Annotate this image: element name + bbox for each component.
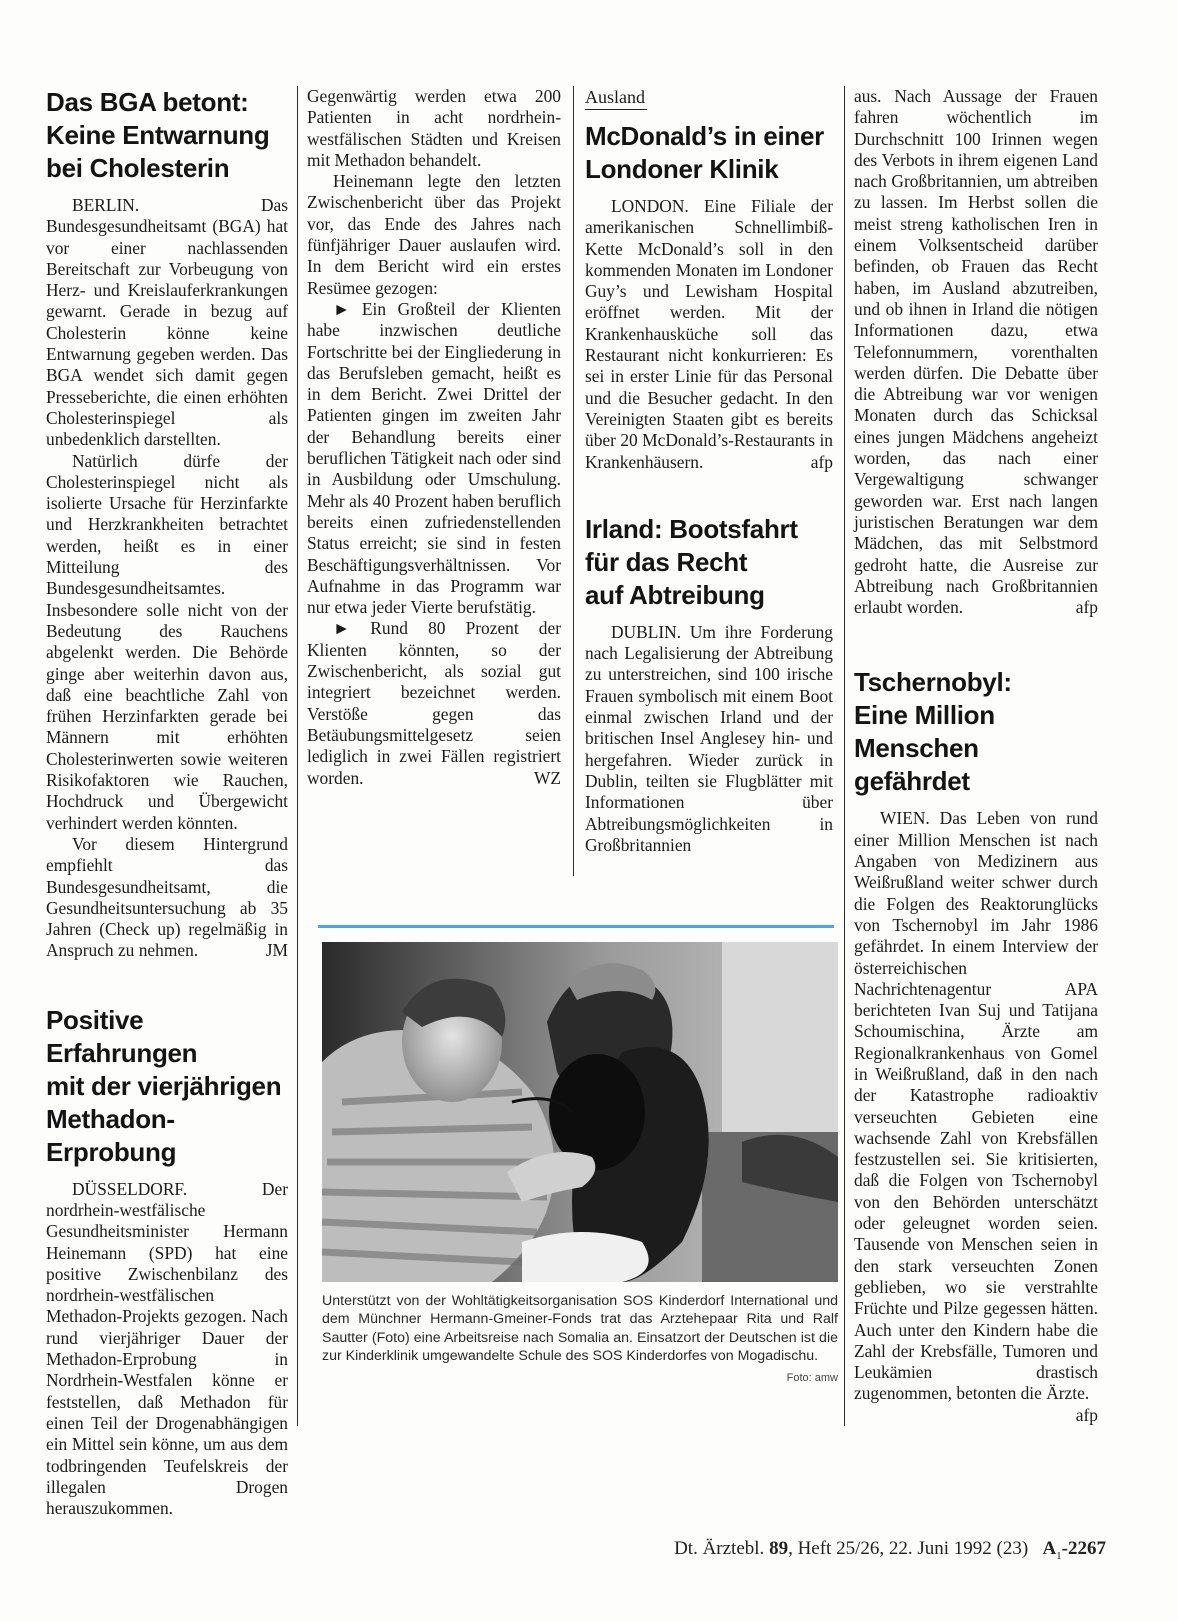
headline-methadon (46, 1004, 288, 1169)
column-rule (844, 86, 845, 1426)
column-4 (854, 86, 1098, 1439)
section-kicker: Ausland (585, 86, 647, 110)
paragraph: BERLIN. Das Bundesgesundheitsamt (BGA) hat vor einer nachlassenden Bereitschaft zur Vorbeugung von Herz- und Kreislauferkrankungen gewarnt. Gerade in bezug auf Cholesterin könne keine Entwarnung gegeben werden. Das BGA wendet sich damit gegen Presseberichte, die einen erhöhten Cholesterinspiegel als unbedenklich darstellten. (46, 195, 288, 450)
paragraph: DUBLIN. Um ihre Forderung nach Legalisierung der Abtreibung zu unterstreichen, sind 100 irische Frauen symbolisch mit einem Boot einmal zwischen Irland und der britischen Insel Anglesey hin- und hergefahren. Wieder zurück in Dublin, teilten sie Flugblätter mit Informationen über Abtreibungsmöglichkeiten in Großbritannien (585, 621, 833, 855)
paragraph-text: aus. Nach Aussage der Frauen fahren wöchentlich im Durchschnitt 100 Irinnen wegen des Verbots in ihrem eigenen Land nach Großbritannien, um abtreiben zu lassen. Im Herbst sollen die meist streng katholischen Iren in einem Volksentscheid darüber befinden, ob Frauen das Recht haben, im Ausland abzutreiben, und ob ihnen in Irland die nötigen Informationen dazu, etwa Telefonnummern, vorenthalten werden dürfen. Die Debatte über die Abtreibung war vor wenigen Monaten durch das Schicksal eines jungen Mädchens angeheizt worden, das nach einer Vergewaltigung schwanger geworden war. Erst nach langen juristischen Beratungen war dem Mädchen, das mit Selbstmord gedroht hatte, die Ausreise zur Abtreibung nach Großbritannien erlaubt worden. (854, 86, 1098, 618)
paragraph (307, 618, 561, 788)
byline: JM (265, 940, 288, 961)
headline-line: Das BGA betont: (46, 87, 249, 117)
headline-line: Irland: Bootsfahrt (585, 513, 798, 544)
paragraph (46, 834, 288, 962)
headline-line: für das Recht (585, 546, 748, 577)
photo-caption (322, 1292, 838, 1387)
article-irland (585, 513, 833, 856)
headline-line: auf Abtreibung (585, 579, 765, 610)
article-irland-continued (854, 86, 1098, 618)
paragraph-text: LONDON. Eine Filiale der amerikanischen Schnellimbiß-Kette McDonald’s soll in den kommenden Monaten im Londoner Guy’s und Lewisham Hospital eröffnet werden. Mit der Krankenhausküche soll das Restaurant nicht konkurrieren: Es sei in erster Linie für das Personal und die Besucher gedacht. In den Vereinigten Staaten gibt es bereits über 20 McDonald’s-Restaurants in Krankenhäusern. (585, 196, 833, 472)
headline-tschernobyl (854, 666, 1098, 798)
headline-line: Methadon-Erprobung (46, 1103, 177, 1167)
headline-line: bei Cholesterin (46, 153, 230, 183)
headline-line: Londoner Klinik (585, 154, 779, 184)
paragraph: Gegenwärtig werden etwa 200 Patienten in acht nordrhein-westfälischen Städten und Kreisen mit Methadon behandelt. (307, 86, 561, 170)
paragraph-text: ► Rund 80 Prozent der Klienten könnten, so der Zwischenbericht, als sozial gut integriert bezeichnet werden. Verstöße gegen das Betäubungsmittelgesetz seien lediglich in zwei Fällen registriert worden. (307, 618, 561, 788)
headline-line: Positive Erfahrungen (46, 1004, 198, 1068)
paragraph (854, 86, 1098, 618)
paragraph: DÜSSELDORF. Der nordrhein-westfälische Gesundheitsminister Hermann Heinemann (SPD) hat eine positive Zwischenbilanz des nordrhein-westfälischen Methadon-Projekts gezogen. Nach rund vierjähriger Dauer der Methadon-Erprobung in Nordrhein-Westfalen könne er feststellen, daß Methadon für einen Teil der Drogenabhängigen ein Mittel sein könne, um aus dem todbringenden Teufelskreis der illegalen Drogen herauszukommen. (46, 1178, 288, 1519)
paragraph (585, 196, 833, 473)
paragraph-text: Vor diesem Hintergrund empfiehlt das Bundesgesundheitsamt, die Gesundheitsuntersuchung ab 35 Jahren (Check up) regelmäßig in Anspruch zu nehmen. (46, 833, 288, 961)
page-footer (674, 1538, 1106, 1562)
paragraph: Natürlich dürfe der Cholesterinspiegel nicht als isolierte Ursache für Herzinfarkte und Herzkrankheiten betrachtet werden, heißt es in einer Mitteilung des Bundesgesundheitsamtes. Insbesondere solle nicht von der Bedeutung des Rauchens abgelenkt werden. Die Behörde ginge aber weiterhin davon aus, daß eine beachtliche Zahl von frühen Herzinfarkten gerade bei Männern mit erhöhten Cholesterinwerten sowie weiteren Risikofaktoren wie Rauchen, Hochdruck und Übergewicht verhindert werden könnten. (46, 450, 288, 833)
journal-name: Dt. Ärztebl. (674, 1538, 765, 1559)
headline-mcdonalds (585, 120, 833, 186)
headline-line: Tschernobyl: (854, 667, 1012, 698)
news-photo (322, 942, 838, 1282)
issue-info: , Heft 25/26, 22. Juni 1992 (23) (788, 1538, 1029, 1559)
paragraph (854, 808, 1098, 1425)
headline-irland (585, 513, 833, 612)
headline-line: mit der vierjährigen (46, 1070, 282, 1101)
page-prefix: A (1042, 1538, 1057, 1559)
article-bga (46, 86, 288, 962)
doctor-examining-child-photo (322, 942, 838, 1282)
headline-bga (46, 86, 288, 185)
headline-line: Menschen gefährdet (854, 733, 979, 797)
headline-line: McDonald’s in einer (585, 121, 824, 151)
byline: afp (810, 451, 833, 472)
photo-top-rule (318, 925, 834, 928)
article-methadon-continued (307, 86, 561, 789)
photo-credit: Foto: amw (786, 1371, 838, 1384)
caption-text: Unterstützt von der Wohltätigkeitsorganisation SOS Kinderdorf International und dem Münchner Hermann-Gmeiner-Fonds trat das Arztehepaar Rita und Ralf Sautter (Foto) eine Arbeitsreise nach Somalia an. Einsatzort der Deutschen ist die zur Kinderklinik umgewandelte Schule des SOS Kinderdorfes von Mogadischu. (322, 1293, 838, 1365)
column-3 (585, 86, 833, 890)
byline: afp (1075, 1404, 1098, 1425)
column-rule (297, 86, 298, 1426)
column-1 (46, 86, 288, 1553)
page-prefix-subscript: 1 (1056, 1549, 1062, 1562)
byline: afp (1075, 597, 1098, 618)
article-mcdonalds (585, 120, 833, 473)
paragraph-text: WIEN. Das Leben von rund einer Million Menschen ist nach Angaben von Medizinern aus Weißrußland weiter schwer durch die Folgen des Reaktorunglücks von Tschernobyl im Jahr 1986 gefährdet. In einem Interview der österreichischen Nachrichtenagentur APA berichteten Ivan Suj und Tatijana Schoumischina, Ärzte am Regionalkrankenhaus von Gomel in Weißrußland, daß in den nach der Katastrophe radioaktiv verseuchten Gebieten eine wachsende Zahl von Krebsfällen festzustellen sei. Sie kritisierten, daß die Folgen von Tschernobyl von den Behörden unterschätzt oder geleugnet worden seien. Tausende von Menschen seien in den stark verseuchten Zonen geblieben, wo sie verstrahlte Früchte und Pilze gegessen hätten. Auch unter den Kindern habe die Zahl der Krebsfälle, Tumoren und Leukämien drastisch zugenommen, betonten die Ärzte. (854, 808, 1098, 1404)
byline: WZ (533, 767, 561, 788)
headline-line: Keine Entwarnung (46, 120, 270, 150)
column-rule (573, 86, 574, 876)
volume-number: 89 (769, 1538, 789, 1559)
paragraph: Heinemann legte den letzten Zwischenbericht über das Projekt vor, das Ende des Jahres nach fünfjähriger Dauer auslaufen wird. In dem Bericht wird ein erstes Resümee gezogen: (307, 171, 561, 298)
article-tschernobyl (854, 666, 1098, 1425)
article-methadon (46, 1004, 288, 1520)
headline-line: Eine Million (854, 700, 995, 731)
column-2 (307, 86, 561, 823)
paragraph: ► Ein Großteil der Klienten habe inzwischen deutliche Fortschritte bei der Eingliederung in das Berufsleben gemacht, heißt es in dem Bericht. Zwei Drittel der Patienten gingen im zweiten Jahr der Behandlung bereits einer beruflichen Tätigkeit nach oder sind in Ausbildung oder Umschulung. Mehr als 40 Prozent haben beruflich bereits einen zufriedenstellenden Status erreicht; sie sind in festen Beschäftigungsverhältnissen. Vor Aufnahme in das Programm war nur etwa jeder Vierte berufstätig. (307, 298, 561, 618)
page-number: -2267 (1061, 1538, 1106, 1559)
